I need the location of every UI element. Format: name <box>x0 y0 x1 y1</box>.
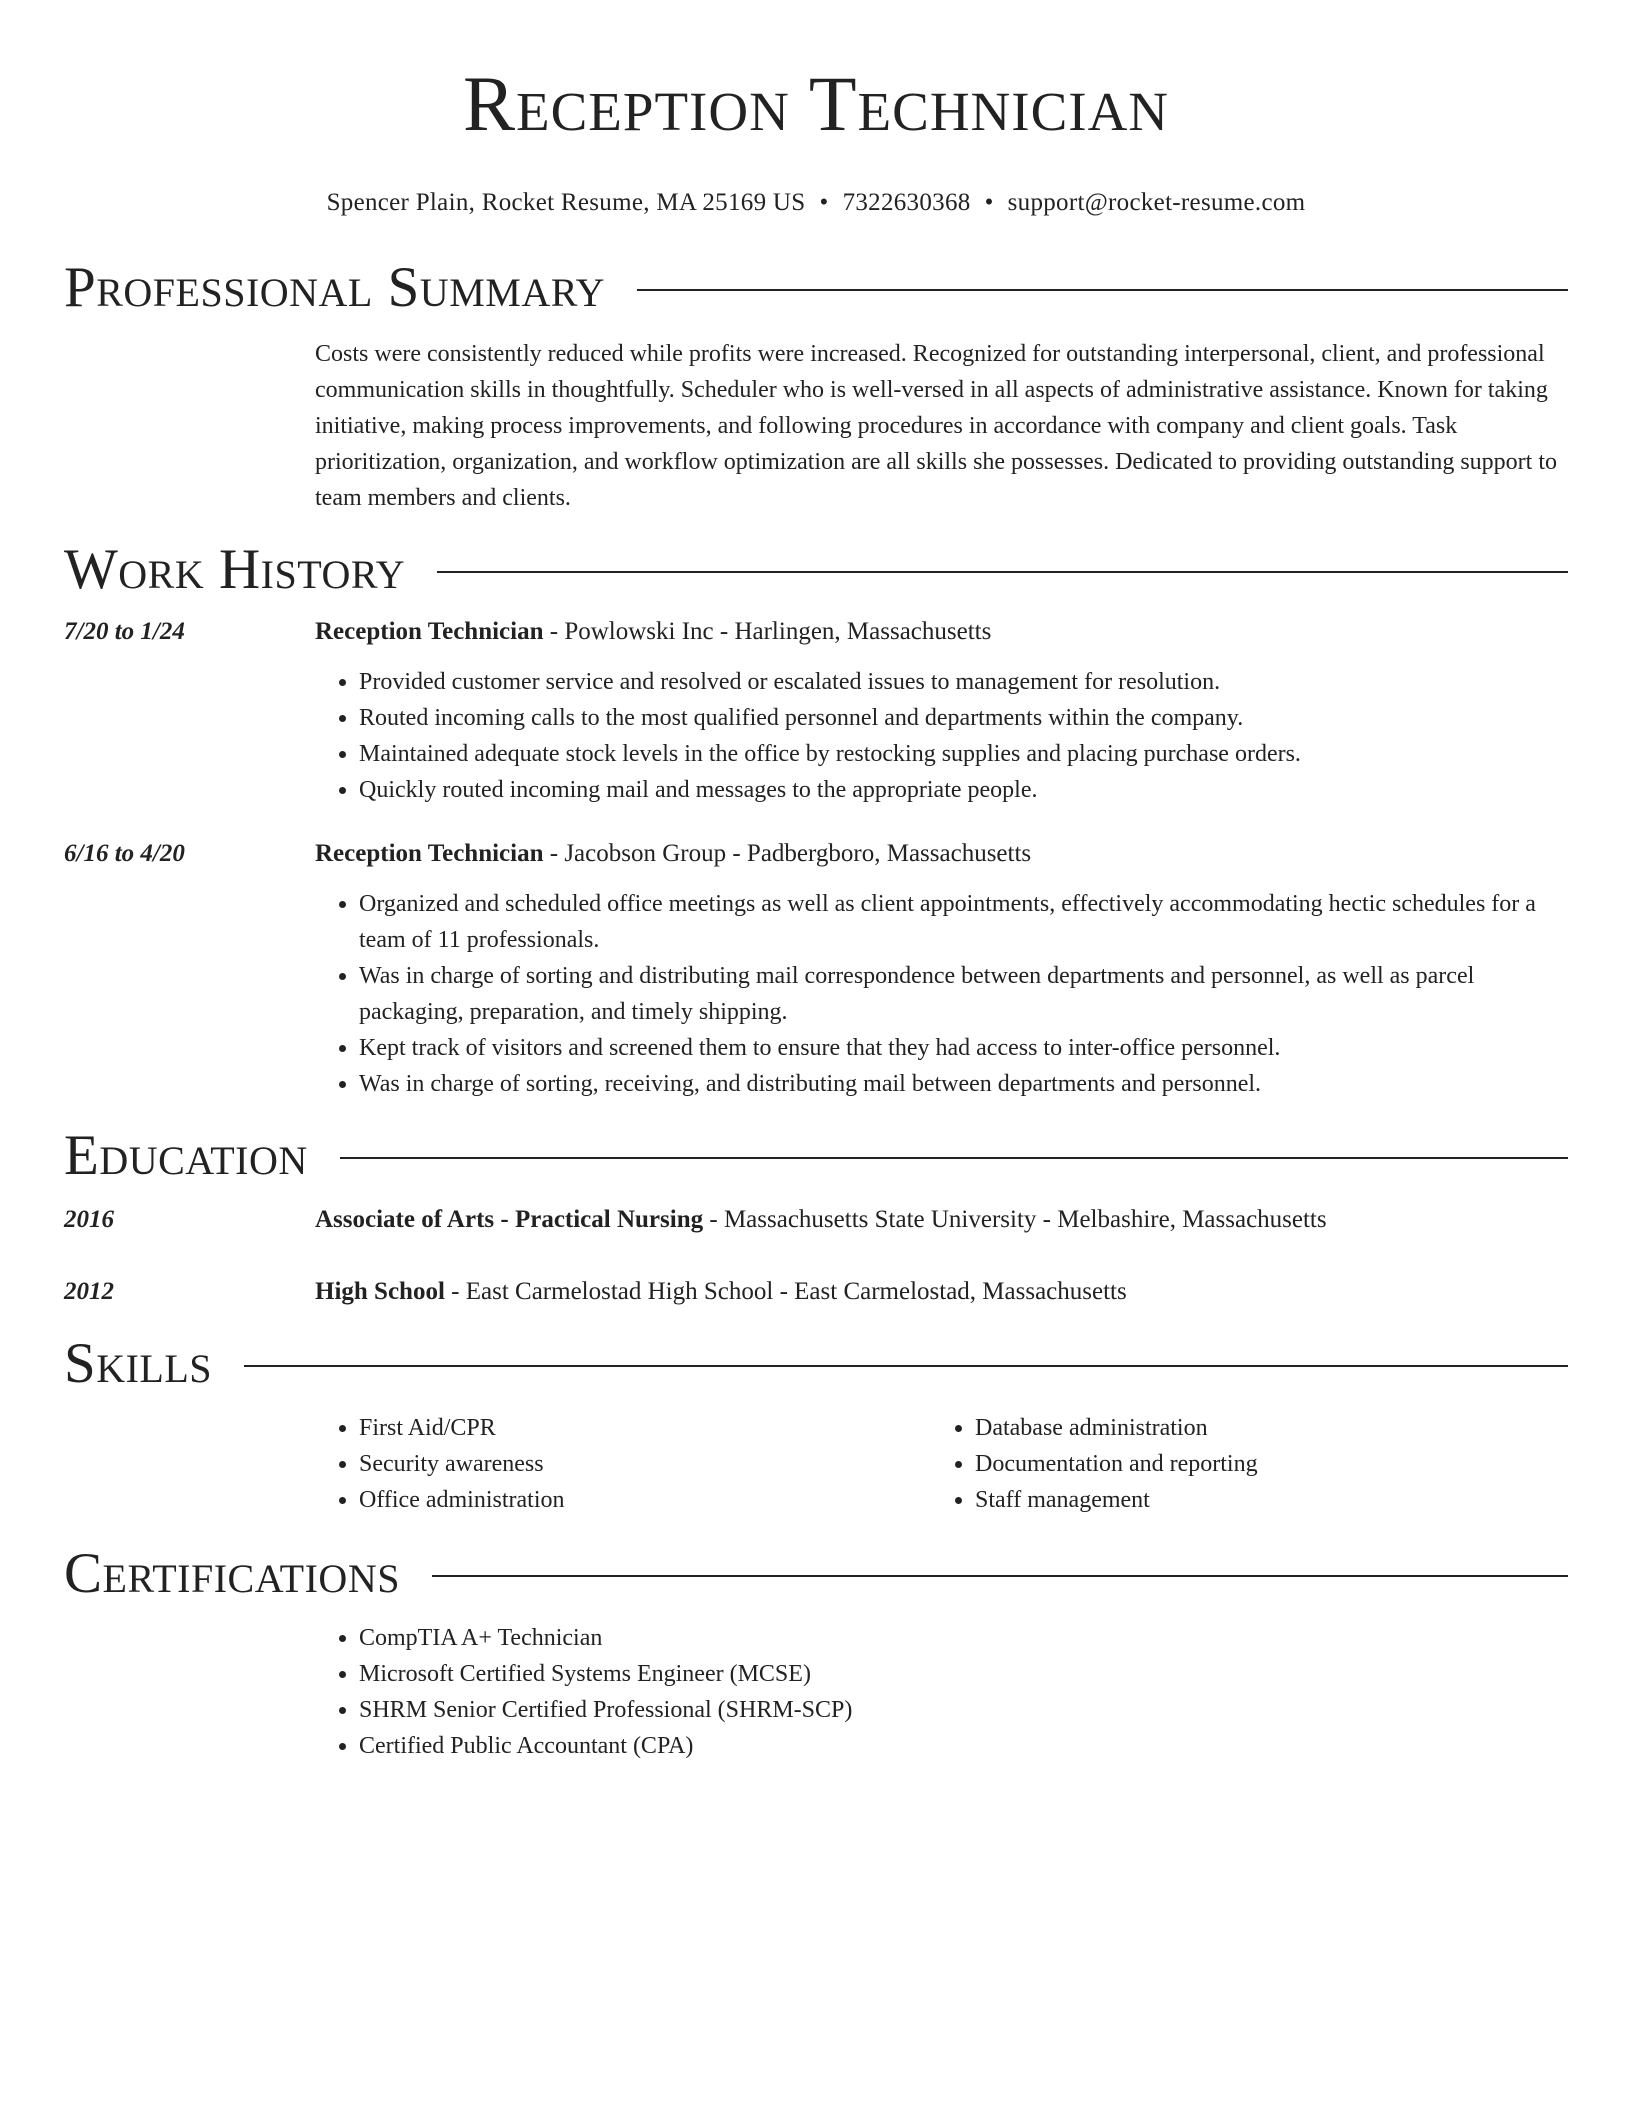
summary-section-header <box>64 256 1568 320</box>
section-divider <box>244 1365 1568 1367</box>
section-divider <box>432 1575 1568 1577</box>
skills-list-right <box>931 1410 1547 1518</box>
skills-section-header <box>64 1332 1568 1396</box>
job-bullet: • Maintained adequate stock levels in the office by restocking supplies and placing purchase orders. <box>359 736 1568 772</box>
job-dates: 6/16 to 4/20 <box>64 840 185 867</box>
education-year: 2012 <box>64 1278 114 1305</box>
certifications-heading: Certifications <box>64 1542 400 1605</box>
skill-item: • Security awareness <box>359 1446 931 1482</box>
contact-separator: • <box>984 189 994 216</box>
job-entry <box>64 614 1568 808</box>
skill-item: • Database administration <box>975 1410 1547 1446</box>
education-details: - Massachusetts State University - Melbashire, Massachusetts <box>703 1206 1327 1233</box>
skills-list-left <box>315 1410 931 1518</box>
job-bullets <box>315 664 1568 808</box>
job-bullet: • Provided customer service and resolved or escalated issues to management for resolution. <box>359 664 1568 700</box>
contact-address: Spencer Plain, Rocket Resume, MA 25169 US <box>326 189 806 216</box>
certification-item: • Certified Public Accountant (CPA) <box>359 1728 1568 1764</box>
job-details: - Jacobson Group - Padbergboro, Massachusetts <box>543 840 1032 867</box>
job-bullet: • Kept track of visitors and screened them to ensure that they had access to inter-office personnel. <box>359 1030 1568 1066</box>
job-title-line <box>315 836 1568 872</box>
education-entry <box>64 1202 1568 1238</box>
skills-row <box>64 1396 1568 1518</box>
contact-phone: 7322630368 <box>842 189 971 216</box>
job-bullets <box>315 886 1568 1102</box>
job-title: Reception Technician <box>315 618 544 645</box>
skill-item: • Documentation and reporting <box>975 1446 1547 1482</box>
education-degree: Associate of Arts - Practical Nursing <box>315 1206 704 1233</box>
resume-name: Reception Technician <box>462 60 1170 147</box>
job-title-line <box>315 614 1568 650</box>
certification-item: • CompTIA A+ Technician <box>359 1620 1568 1656</box>
summary-heading: Professional Summary <box>64 256 606 319</box>
education-entry <box>64 1274 1568 1310</box>
work-heading: Work History <box>64 538 406 601</box>
job-bullet: • Quickly routed incoming mail and messages to the appropriate people. <box>359 772 1568 808</box>
summary-text: Costs were consistently reduced while profits were increased. Recognized for outstanding interpersonal, client, and professional communication skills in thoughtfully. Scheduler who is well-versed in all aspects of administrative assistance. Known for taking initiative, making process improvements, and following procedures in accordance with company and client goals. Task prioritization, organization, and workflow optimization are all skills she possesses. Dedicated to providing outstanding support to team members and clients. <box>315 341 1557 511</box>
contact-email: support@rocket-resume.com <box>1007 189 1306 216</box>
section-divider <box>340 1157 1568 1159</box>
skill-item: • Office administration <box>359 1482 931 1518</box>
job-bullet: • Was in charge of sorting and distributing mail correspondence between departments and personnel, as well as parcel packaging, preparation, and timely shipping. <box>359 958 1568 1030</box>
education-line <box>315 1202 1568 1238</box>
job-bullet: • Routed incoming calls to the most qualified personnel and departments within the company. <box>359 700 1568 736</box>
contact-separator: • <box>819 189 829 216</box>
skill-item: • First Aid/CPR <box>359 1410 931 1446</box>
education-heading: Education <box>64 1124 308 1187</box>
certifications-section-header <box>64 1542 1568 1606</box>
skills-grid <box>315 1410 1568 1518</box>
education-degree: High School <box>315 1278 445 1305</box>
education-section-header <box>64 1124 1568 1188</box>
education-year: 2016 <box>64 1206 114 1233</box>
certification-item: • Microsoft Certified Systems Engineer (MCSE) <box>359 1656 1568 1692</box>
job-dates: 7/20 to 1/24 <box>64 618 185 645</box>
section-divider <box>437 571 1568 573</box>
section-divider <box>637 289 1568 291</box>
education-details: - East Carmelostad High School - East Carmelostad, Massachusetts <box>444 1278 1127 1305</box>
work-section-header <box>64 538 1568 602</box>
job-bullet: • Organized and scheduled office meetings as well as client appointments, effectively accommodating hectic schedules for a team of 11 professionals. <box>359 886 1568 958</box>
summary-row <box>64 336 1568 516</box>
certification-item: • SHRM Senior Certified Professional (SHRM-SCP) <box>359 1692 1568 1728</box>
job-title: Reception Technician <box>315 840 544 867</box>
skills-heading: Skills <box>64 1332 213 1395</box>
skill-item: • Staff management <box>975 1482 1547 1518</box>
job-entry <box>64 836 1568 1102</box>
job-bullet: • Was in charge of sorting, receiving, and distributing mail between departments and personnel. <box>359 1066 1568 1102</box>
certifications-list <box>315 1620 1568 1764</box>
certifications-row <box>64 1606 1568 1764</box>
job-details: - Powlowski Inc - Harlingen, Massachusetts <box>543 618 992 645</box>
contact-line <box>64 188 1568 218</box>
education-line <box>315 1274 1568 1310</box>
